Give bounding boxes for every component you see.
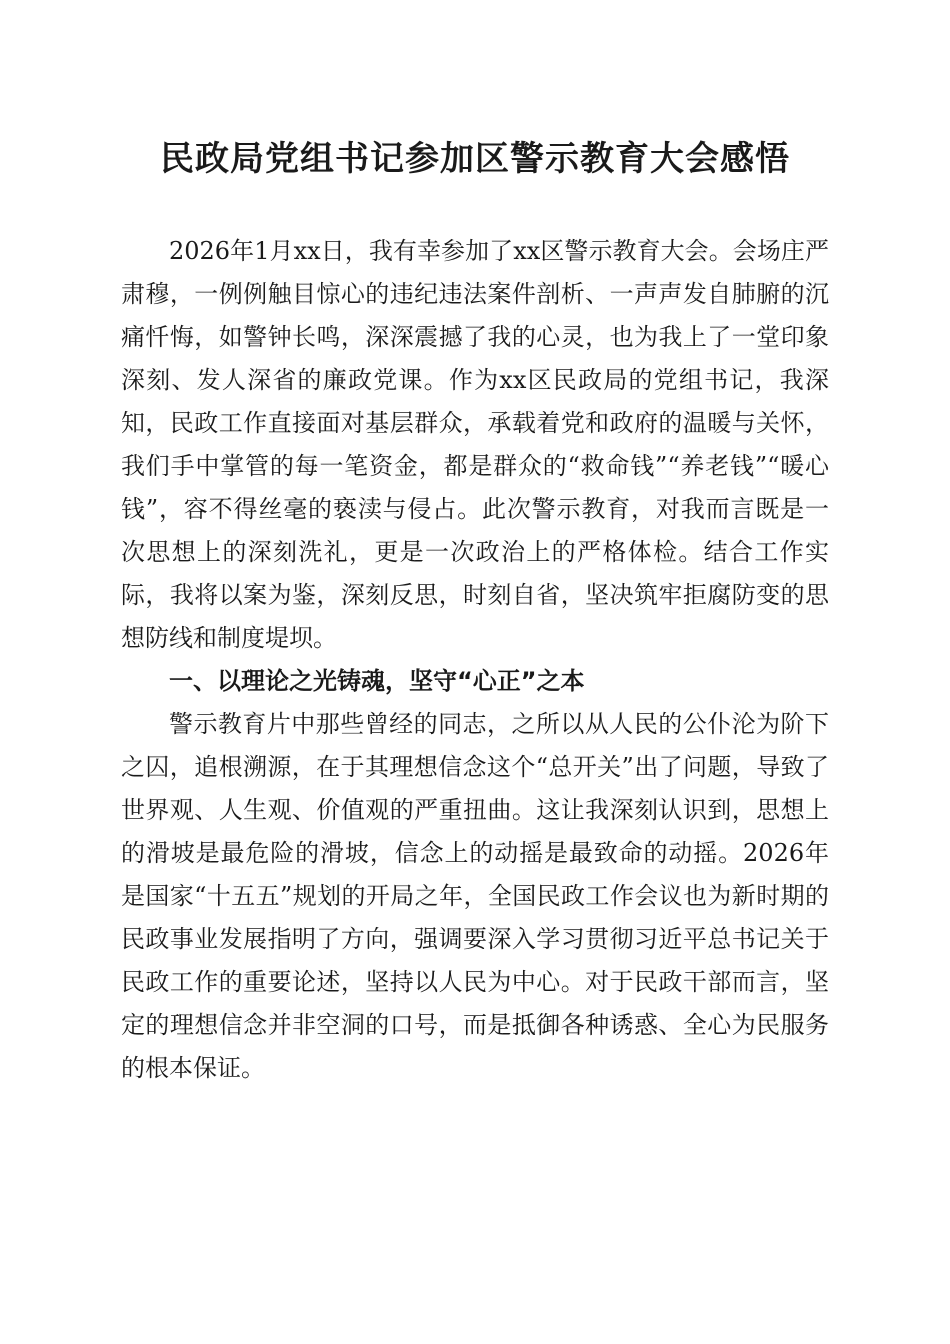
section-heading: 一、以理论之光铸魂，坚守“心正”之本 [169,667,585,695]
document-title: 民政局党组书记参加区警示教育大会感悟 [160,139,790,179]
document-body [121,230,829,1090]
section-paragraph: 警示教育片中那些曾经的同志，之所以从人民的公仆沦为阶下之囚，追根溯源，在于其理想信念这个“总开关”出了问题，导致了世界观、人生观、价值观的严重扭曲。这让我深刻认识到，思想上的滑坡是最危险的滑坡，信念上的动摇是最致命的动摇。2026年是国家“十五五”规划的开局之年，全国民政工作会议也为新时期的民政事业发展指明了方向，强调要深入学习贯彻习近平总书记关于民政工作的重要论述，坚持以人民为中心。对于民政干部而言，坚定的理想信念并非空洞的口号，而是抵御各种诱惑、全心为民服务的根本保证。 [121,710,829,1082]
intro-paragraph: 2026年1月xx日，我有幸参加了xx区警示教育大会。会场庄严肃穆，一例例触目惊心的违纪违法案件剖析、一声声发自肺腑的沉痛忏悔，如警钟长鸣，深深震撼了我的心灵，也为我上了一堂印象深刻、发人深省的廉政党课。作为xx区民政局的党组书记，我深知，民政工作直接面对基层群众，承载着党和政府的温暖与关怀，我们手中掌管的每一笔资金，都是群众的“救命钱”“养老钱”“暖心钱”，容不得丝毫的亵渎与侵占。此次警示教育，对我而言既是一次思想上的深刻洗礼，更是一次政治上的严格体检。结合工作实际，我将以案为鉴，深刻反思，时刻自省，坚决筑牢拒腐防变的思想防线和制度堤坝。 [121,237,829,652]
